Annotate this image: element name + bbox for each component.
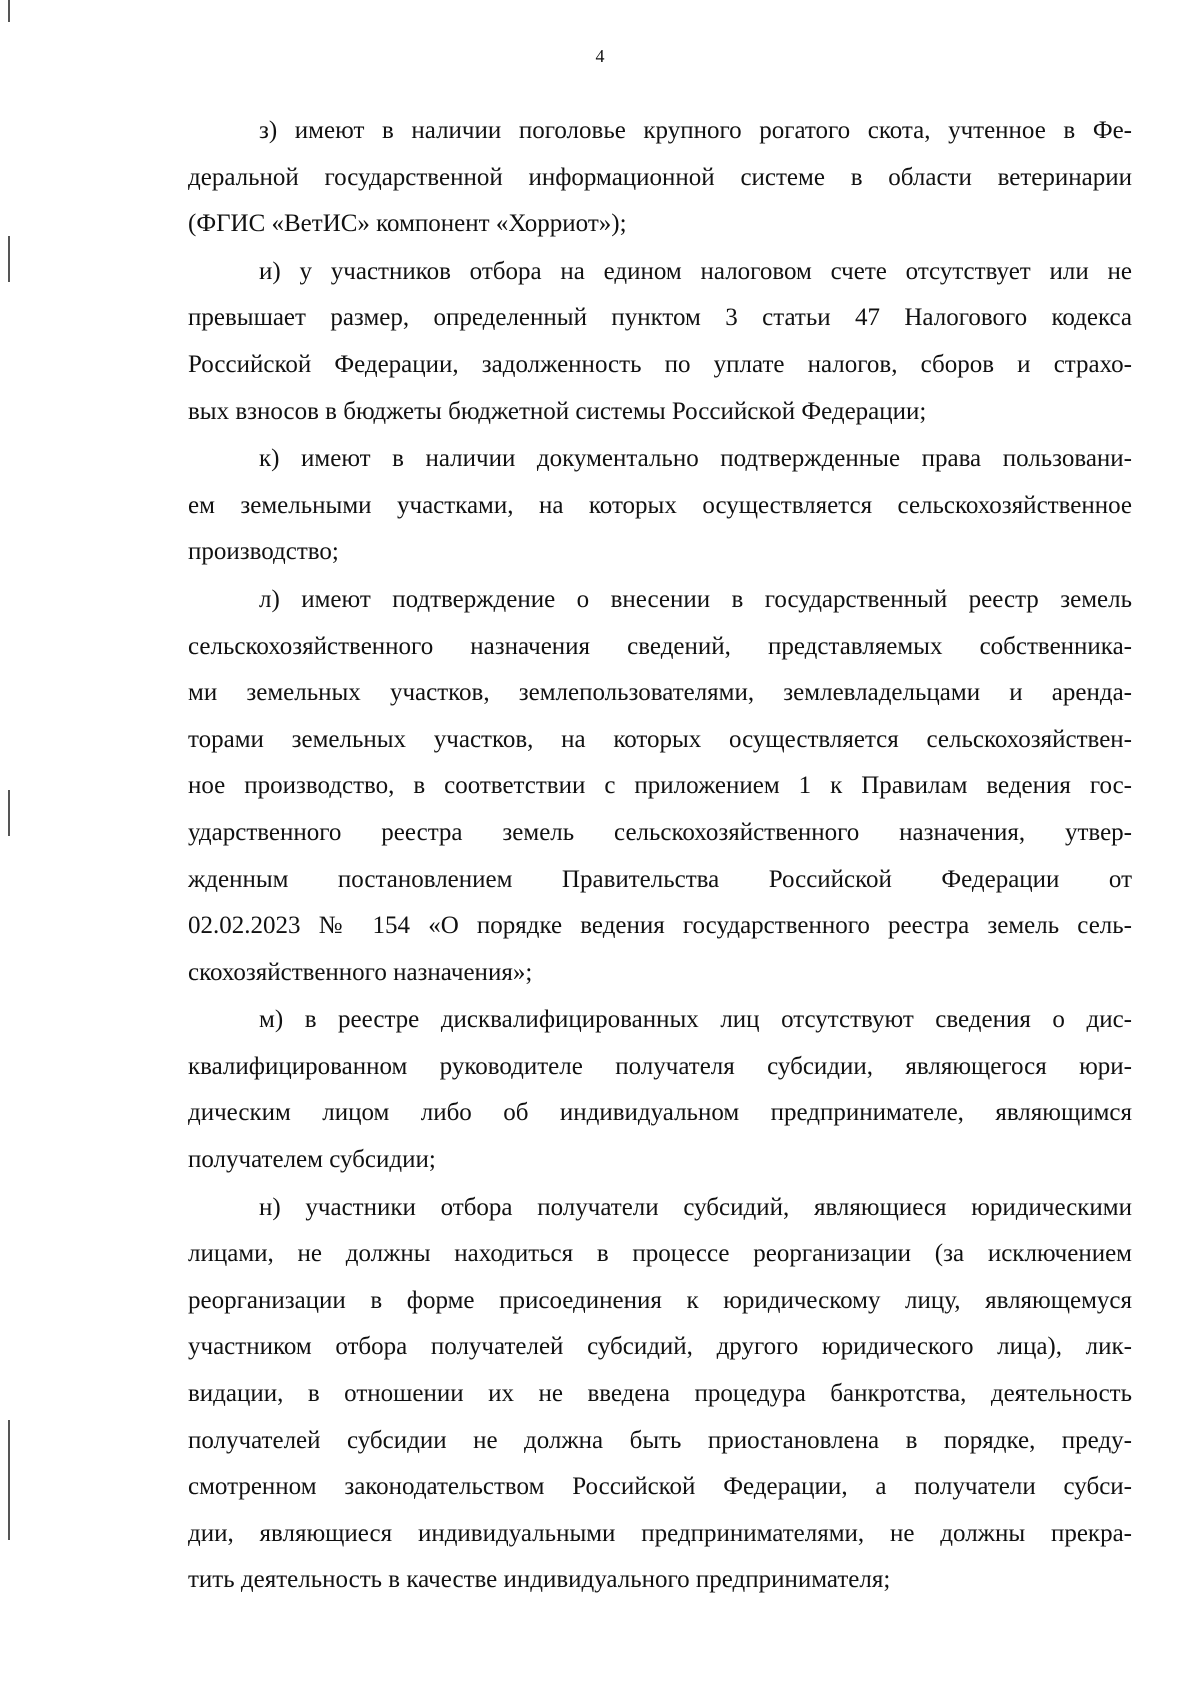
text-line: скохозяйственного назначения»; bbox=[188, 958, 533, 986]
text-line: торами земельных участков, на которых осуществляется сельскохозяйствен- bbox=[188, 725, 1132, 753]
scan-edge-mark bbox=[8, 790, 10, 836]
text-line: смотренном законодательством Российской Федерации, а получатели субси- bbox=[188, 1473, 1132, 1501]
scan-edge-mark bbox=[8, 1420, 10, 1540]
text-line: н) участники отбора получатели субсидий, являющиеся юридическими bbox=[259, 1193, 1132, 1221]
paragraph-z bbox=[188, 108, 1132, 248]
text-line: дии, являющиеся индивидуальными предпринимателями, не должны прекра- bbox=[188, 1519, 1132, 1547]
page-number: 4 bbox=[595, 46, 605, 66]
paragraph-m bbox=[188, 997, 1132, 1183]
text-line: ное производство, в соответствии с приложением 1 к Правилам ведения гос- bbox=[188, 772, 1132, 800]
text-line: деральной государственной информационной системе в области ветеринарии bbox=[188, 163, 1132, 191]
text-line: Российской Федерации, задолженность по уплате налогов, сборов и страхо- bbox=[188, 350, 1132, 378]
text-line: реорганизации в форме присоединения к юридическому лицу, являющемуся bbox=[188, 1286, 1132, 1314]
paragraph-k bbox=[188, 436, 1132, 576]
paragraph-n bbox=[188, 1185, 1132, 1604]
text-line: з) имеют в наличии поголовье крупного рогатого скота, учтенное в Фе- bbox=[259, 117, 1132, 144]
paragraph-i bbox=[188, 249, 1132, 435]
text-line: квалифицированном руководителе получателя субсидии, являющегося юри- bbox=[188, 1052, 1132, 1080]
scan-edge-mark bbox=[8, 236, 10, 282]
text-line: дическим лицом либо об индивидуальном предпринимателе, являющимся bbox=[188, 1099, 1132, 1127]
text-line: ударственного реестра земель сельскохозяйственного назначения, утвер- bbox=[188, 818, 1132, 846]
text-line: участником отбора получателей субсидий, другого юридического лица), лик- bbox=[188, 1333, 1132, 1361]
text-line: ми земельных участков, землепользователями, землевладельцами и арендa- bbox=[188, 679, 1132, 707]
scan-edge-mark bbox=[8, 0, 10, 22]
text-line: получателем субсидии; bbox=[188, 1146, 436, 1174]
text-line: и) у участников отбора на едином налоговом счете отсутствует или не bbox=[259, 257, 1132, 285]
text-line: лицами, не должны находиться в процессе реорганизации (за исключением bbox=[188, 1240, 1132, 1268]
text-line: жденным постановлением Правительства Российской Федерации от bbox=[188, 865, 1132, 893]
text-line: получателей субсидии не должна быть приостановлена в порядке, преду- bbox=[188, 1426, 1132, 1454]
text-line: к) имеют в наличии документально подтвержденные права пользовани- bbox=[259, 445, 1132, 473]
text-line: тить деятельность в качестве индивидуального предпринимателя; bbox=[188, 1566, 891, 1594]
text-line: вых взносов в бюджеты бюджетной системы Российской Федерации; bbox=[188, 397, 927, 425]
text-line: видации, в отношении их не введена процедура банкротства, деятельность bbox=[188, 1380, 1132, 1408]
text-line: превышает размер, определенный пунктом 3 статьи 47 Налогового кодекса bbox=[188, 304, 1132, 332]
document-body bbox=[188, 108, 1132, 1605]
text-line: 02.02.2023 № 154 «О порядке ведения государственного реестра земель сель- bbox=[188, 912, 1132, 940]
text-line: (ФГИС «ВетИС» компонент «Хорриот»); bbox=[188, 210, 627, 238]
text-line: производство; bbox=[188, 538, 339, 566]
text-line: м) в реестре дисквалифицированных лиц отсутствуют сведения о дис- bbox=[259, 1006, 1132, 1034]
text-line: сельскохозяйственного назначения сведений, представляемых собственника- bbox=[188, 632, 1132, 660]
text-line: ем земельными участками, на которых осуществляется сельскохозяйственное bbox=[188, 491, 1132, 519]
text-line: л) имеют подтверждение о внесении в государственный реестр земель bbox=[259, 585, 1132, 613]
paragraph-l bbox=[188, 577, 1132, 996]
